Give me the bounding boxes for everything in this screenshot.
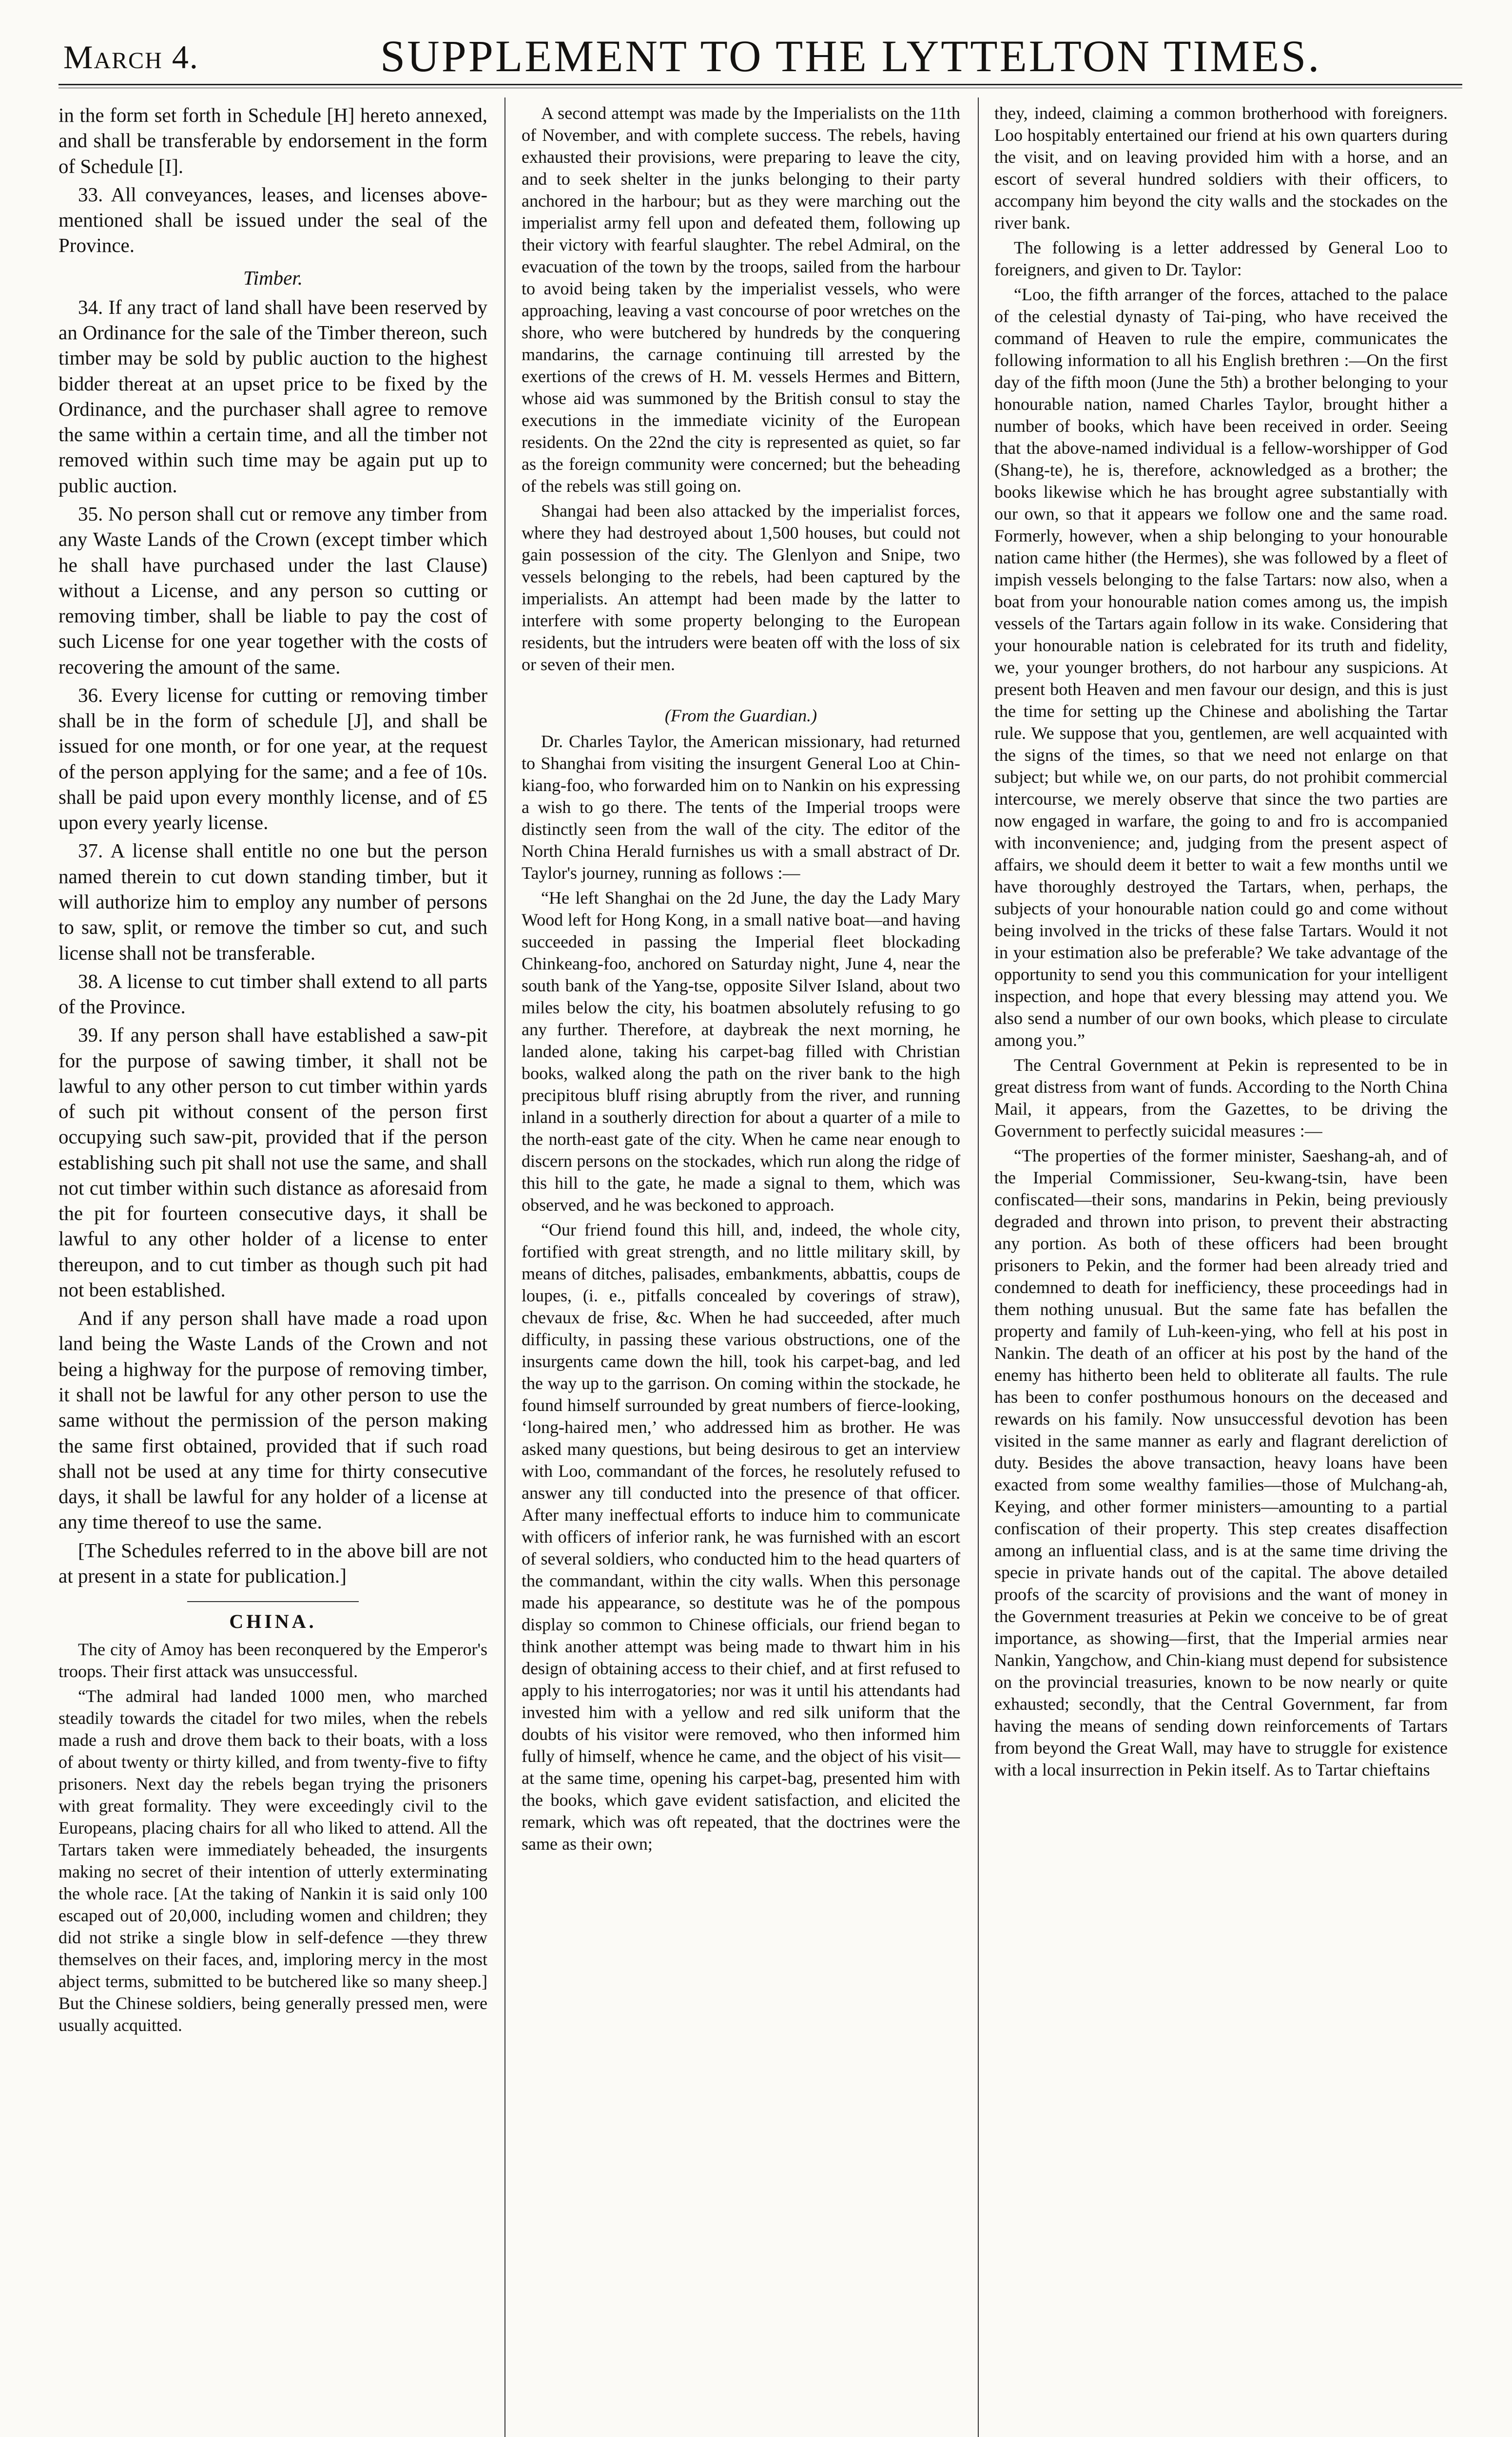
- paragraph: The Central Government at Pekin is represented to be in great distress from want of funds. According to the North China Mail, it appears, from the Gazettes, to be driving the Government to perfectly suicidal measures :—: [994, 1055, 1448, 1141]
- paragraph: 36. Every license for cutting or removing timber shall be in the form of schedule [J], and shall be issued for one month, or for one year, at the request of the person applying for the same; and a fee of 10s. shall be paid upon every monthly license, and of £5 upon every yearly license.: [58, 683, 487, 834]
- masthead-rule: [58, 84, 1462, 85]
- issue-date: March 4.: [63, 39, 199, 76]
- paragraph: 34. If any tract of land shall have been reserved by an Ordinance for the sale of the Timber thereon, such timber may be sold by public auction to the highest bidder thereat at an upset price to be fixed by the Ordinance, and the purchaser shall agree to remove the same within a certain time, and all the timber not removed within such time may be again put up to public auction.: [58, 295, 487, 497]
- paragraph: A second attempt was made by the Imperialists on the 11th of November, and with complete success. The rebels, having exhausted their provisions, were preparing to leave the city, and to seek shelter in the junks belonging to their party anchored in the harbour; but as they were marching out the imperialist army fell upon and defeated them, following up their victory with fearful slaughter. The rebel Admiral, on the evacuation of the town by the troops, sailed from the harbour to avoid being taken by the imperialist vessels, who were approaching, leaving a vast concourse of poor wretches on the shore, who were butchered by hundreds by the conquering mandarins, the carnage continuing till arrested by the exertions of the crews of H. M. vessels Hermes and Bittern, whose aid was summoned by the British consul to stay the executions in the immediate vicinity of the European residents. On the 22nd the city is represented as quiet, so far as the foreign community were concerned; but the beheading of the rebels was still going on.: [522, 103, 960, 496]
- column-divider: [504, 97, 505, 2437]
- paragraph: “He left Shanghai on the 2d June, the day the Lady Mary Wood left for Hong Kong, in a small native boat—and having succeeded in passing the Imperial fleet blockading Chinkeang-foo, anchored on Saturday night, June 4, near the south bank of the Yang-tse, opposite Silver Island, about two miles below the city, his boatmen absolutely refusing to go any further. Therefore, at daybreak the next morning, he landed alone, taking his carpet-bag filled with Christian books, walked along the path on the river bank to the high precipitous bluff rising abruptly from the river, and running inland in a southerly direction for about a quarter of a mile to the north-east gate of the city. When he came near enough to discern persons on the stockades, which run along the ridge of this hill to the gate, he made a signal to them, which was observed, and he was beckoned to approach.: [522, 888, 960, 1215]
- paragraph: “Our friend found this hill, and, indeed, the whole city, fortified with great strength, and no little military skill, by means of ditches, palisades, embankments, abbattis, coups de loupes, (i. e., pitfalls concealed by coverings of straw), chevaux de frise, &c. When he had succeeded, after much difficulty, in passing these various obstructions, one of the insurgents came down the hill, took his carpet-bag, and led the way up to the garrison. On coming within the stockade, he found himself surrounded by great numbers of fierce-looking, ‘long-haired men,’ who addressed him as brother. He was asked many questions, but being desirous to get an interview with Loo, commandant of the forces, he resolutely refused to answer any till conducted into the presence of that officer. After many ineffectual efforts to induce him to communicate with officers of inferior rank, he was furnished with an escort of several soldiers, who conducted him to the head quarters of the commandant, within the city walls. When this personage made his appearance, so destitute was he of the pompous display so common to Chinese officials, our friend began to think another attempt was being made to thwart him in his design of obtaining access to their chief, and at first refused to apply to his interrogatories; nor was it until his attendants had invested him with a yellow and red silk uniform that the doubts of his visitor were removed, who then informed him fully of himself, whence he came, and the object of his visit—at the same time, opening his carpet-bag, presented him with the books, which gave evident satisfaction, and elicited the remark, which was oft repeated, that the doctrines were the same as their own;: [522, 1220, 960, 1854]
- section-heading-china: CHINA.: [229, 1610, 317, 1633]
- paragraph: And if any person shall have made a road upon land being the Waste Lands of the Crown and not being a highway for the purpose of removing timber, it shall not be lawful for any other person to use the same without the permission of the person making the same first obtained, provided that if such road shall not be used at any time for thirty consecutive days, it shall be lawful for any holder of a license at any time thereof to use the same.: [58, 1307, 487, 1533]
- column-2: [522, 102, 960, 2437]
- section-heading-timber: Timber.: [243, 266, 303, 289]
- paragraph: in the form set forth in Schedule [H] hereto annexed, and shall be transferable by endorsement in the form of Schedule [I].: [58, 104, 487, 177]
- paragraph: Shangai had been also attacked by the imperialist forces, where they had destroyed about 1,500 houses, but could not gain possession of the city. The Glenlyon and Snipe, two vessels belonging to the rebels, had been captured by the imperialists. An attempt had been made by the latter to interfere with some property belonging to the European residents, but the intruders were beaten off with the loss of six or seven of their men.: [522, 501, 960, 674]
- masthead: [58, 19, 1462, 81]
- paragraph: [The Schedules referred to in the above bill are not at present in a state for publication.]: [58, 1539, 487, 1587]
- paragraph: “The properties of the former minister, Saeshang-ah, and of the Imperial Commissioner, Seu-kwang-tsin, have been confiscated—their sons, mandarins in Pekin, being previously degraded and thrown into prison, to prevent their abstracting any portion. As both of these officers had been brought prisoners to Pekin, and the former had been already tried and condemned to death for inefficiency, these proceedings had in them nothing unusual. But the same fate has befallen the property and family of Luh-keen-ying, who fell at his post in Nankin. The death of an officer at his post by the hand of the enemy has hitherto been held to obliterate all faults. The rule has been to confer posthumous honours on the deceased and rewards on his family. Now unsuccessful devotion has been visited in the same manner as early and flagrant dereliction of duty. Besides the above transaction, heavy loans have been exacted from some wealthy families—those of Mulchang-ah, Keying, and other former ministers—amounting to a partial confiscation of their property. This step creates disaffection among an influential class, and is at the same time driving the specie in private hands out of the capital. The above detailed proofs of the scarcity of provisions and the want of money in the Government treasuries at Pekin we conceive to be of great importance, as showing—first, that the Imperial armies near Nankin, Yangchow, and Chin-kiang must depend for subsistence on the provincial treasuries, known to be now nearly or quite exhausted; secondly, that the Central Government, far from having the means of sending down reinforcements of Tartars from beyond the Great Wall, may have to struggle for existence with a local insurrection in Pekin itself. As to Tartar chieftains: [994, 1146, 1448, 1779]
- paragraph: they, indeed, claiming a common brotherhood with foreigners. Loo hospitably entertained our friend at his own quarters during the visit, and on leaving provided him with a horse, and an escort of several hundred soldiers with their officers, to accompany him beyond the city walls and the stockades on the river bank.: [994, 103, 1448, 232]
- column-1: [58, 102, 487, 2437]
- section-gap: [522, 678, 960, 698]
- section-rule: [187, 1601, 359, 1602]
- paragraph: 39. If any person shall have established a saw-pit for the purpose of sawing timber, it shall not be lawful to any other person to cut timber within yards of such pit without consent of the person first occupying such saw-pit, provided that if the person establishing such pit shall not use the same, and shall not cut timber within such distance as aforesaid from the pit for fourteen consecutive days, it shall be lawful to any other holder of a license to enter thereupon, and to cut timber as though such pit had not been established.: [58, 1024, 487, 1301]
- section-heading-guardian: (From the Guardian.): [664, 706, 817, 725]
- paragraph: 35. No person shall cut or remove any timber from any Waste Lands of the Crown (except timber which he shall have purchased under the last Clause) without a License, and any person so cutting or removing timber, shall be liable to pay the cost of such License for one year together with the costs of recovering the amount of the same.: [58, 502, 487, 678]
- newspaper-title: SUPPLEMENT TO THE LYTTELTON TIMES.: [380, 31, 1321, 81]
- paragraph: “Loo, the fifth arranger of the forces, attached to the palace of the celestial dynasty of Tai-ping, who have received the command of Heaven to rule the empire, communicates the following information to all his English brethren :—On the first day of the fifth moon (June the 5th) a brother belonging to your honourable nation, named Charles Taylor, brought hither a number of books, which have been received in order. Seeing that the above-named individual is a fellow-worshipper of God (Shang-te), he is, therefore, acknowledged as a brother; the books likewise which he has brought agree substantially with our own, so that it appears we follow one and the same road. Formerly, however, when a ship belonging to your honourable nation came hither (the Hermes), she was followed by a fleet of impish vessels belonging to the false Tartars: now also, when a boat from your honourable nation comes among us, the impish vessels of the Tartars again follow in its wake. Considering that your honourable nation is celebrated for its truth and fidelity, we, your younger brothers, do not harbour any suspicions. At present both Heaven and men favour our design, and this is just the time for setting up the Chinese and abolishing the Tartar rule. We suppose that you, gentlemen, are well acquainted with the signs of the times, so that we need not enlarge on that subject; but while we, on our parts, do not prohibit commercial intercourse, we merely observe that since the two parties are now engaged in warfare, the going to and fro is accompanied with inconvenience; and, judging from the present aspect of affairs, we should deem it better to wait a few months until we have thoroughly destroyed the Tartars, when, perhaps, the subjects of your honourable nation could go and come without being involved in the tricks of these false Tartars. Would it not in your estimation also be preferable? We take advantage of the opportunity to send you this communication for your intelligent inspection, and hope that every blessing may attend you. We also send a number of our own books, which please to circulate among you.”: [994, 285, 1448, 1050]
- paragraph: The following is a letter addressed by General Loo to foreigners, and given to Dr. Taylor:: [994, 238, 1448, 279]
- paragraph: 37. A license shall entitle no one but the person named therein to cut down standing timber, but it will authorize him to employ any number of persons to saw, split, or remove the timber so cut, and such license shall not be transferable.: [58, 839, 487, 964]
- paragraph: “The admiral had landed 1000 men, who marched steadily towards the citadel for two miles, when the rebels made a rush and drove them back to their boats, with a loss of about twenty or thirty killed, and from twenty-five to fifty prisoners. Next day the rebels began trying the prisoners with great formality. They were exceedingly civil to the Europeans, placing chairs for all who liked to attend. All the Tartars taken were immediately beheaded, the insurgents making no secret of their intention of utterly exterminating the whole race. [At the taking of Nankin it is said only 100 escaped out of 20,000, including women and children; they did not strike a single blow in self-defence —they threw themselves on their faces, and, imploring mercy in the most abject terms, submitted to be butchered like so many sheep.] But the Chinese soldiers, being generally pressed men, were usually acquitted.: [58, 1686, 487, 2035]
- paragraph: Dr. Charles Taylor, the American missionary, had returned to Shanghai from visiting the insurgent General Loo at Chin-kiang-foo, who forwarded him on to Nankin on his expressing a wish to go there. The tents of the Imperial troops were distinctly seen from the wall of the city. The editor of the North China Herald furnishes us with a small abstract of Dr. Taylor's journey, running as follows :—: [522, 732, 960, 883]
- paragraph: 33. All conveyances, leases, and licenses above-mentioned shall be issued under the seal of the Province.: [58, 183, 487, 257]
- column-divider: [978, 97, 979, 2437]
- paragraph: 38. A license to cut timber shall extend to all parts of the Province.: [58, 969, 487, 1018]
- column-3: [994, 102, 1448, 2437]
- paragraph: The city of Amoy has been reconquered by the Emperor's troops. Their first attack was unsuccessful.: [58, 1640, 487, 1682]
